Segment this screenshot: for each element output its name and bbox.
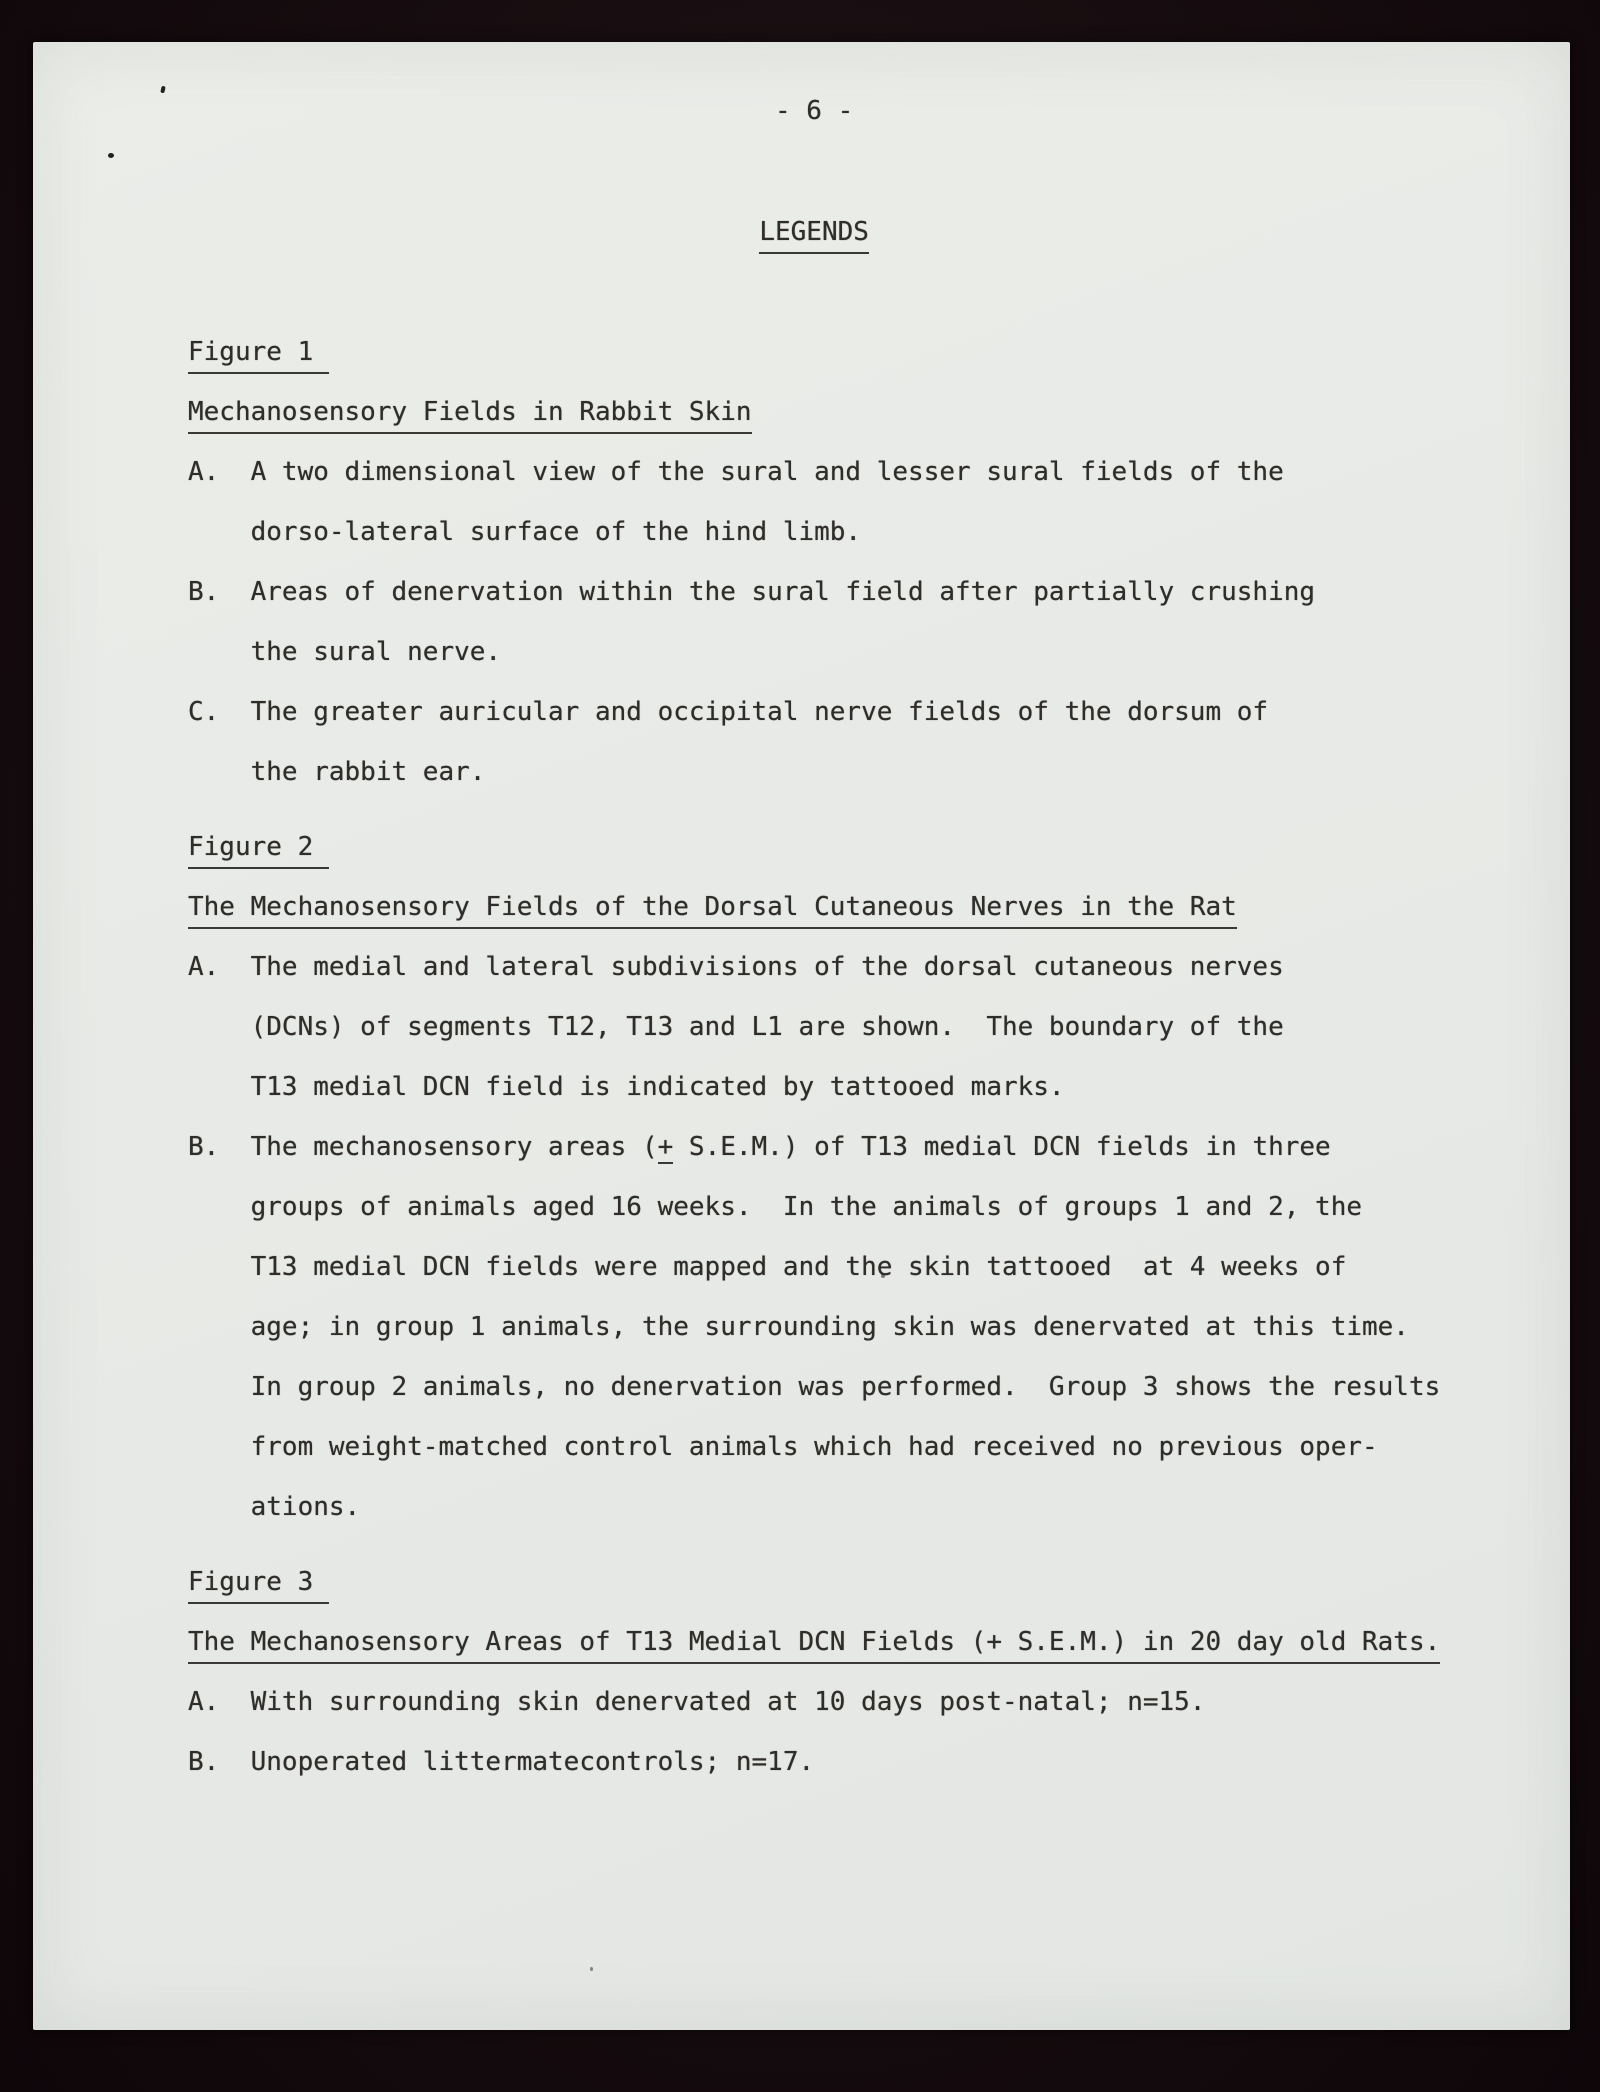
legend-item-line — [188, 937, 1448, 997]
scan-artifact-speck — [160, 86, 166, 94]
legend-item-line: dorso-lateral surface of the hind limb. — [250, 517, 862, 547]
figure-2-label: Figure 2 — [188, 817, 1448, 877]
legend-item-line — [188, 1672, 1448, 1732]
legend-item-line: T13 medial DCN fields were mapped and the skin tattooed at 4 weeks of — [250, 1252, 1347, 1282]
item-text: The medial and lateral subdivisions of the dorsal cutaneous nerves — [250, 952, 1284, 982]
figure-1-legend — [188, 322, 1448, 802]
figure-1-title: Mechanosensory Fields in Rabbit Skin — [188, 382, 1448, 442]
legend-item-line: from weight-matched control animals which had received no previous oper- — [250, 1432, 1378, 1462]
page-heading — [188, 202, 1440, 262]
item-text: The mechanosensory areas ( — [250, 1132, 658, 1162]
legend-item-line: (DCNs) of segments T12, T13 and L1 are shown. The boundary of the — [250, 1012, 1284, 1042]
legend-item-line: age; in group 1 animals, the surrounding skin was denervated at this time. — [250, 1312, 1409, 1342]
item-text: With surrounding skin denervated at 10 days post-natal; n=15. — [250, 1687, 1206, 1717]
item-letter: C. — [188, 697, 220, 727]
item-text: A two dimensional view of the sural and lesser sural fields of the — [250, 457, 1284, 487]
item-letter: B. — [188, 1747, 220, 1777]
figure-3-legend — [188, 1552, 1448, 1792]
item-text: S.E.M.) of T13 medial DCN fields in three — [673, 1132, 1331, 1162]
item-letter: B. — [188, 577, 220, 607]
legend-item-line — [188, 682, 1448, 742]
legend-item-line — [188, 1117, 1448, 1177]
legend-item-line — [188, 442, 1448, 502]
item-letter: A. — [188, 457, 220, 487]
scan-artifact-speck — [108, 153, 114, 158]
legend-item-line: the rabbit ear. — [250, 757, 486, 787]
legend-item-line: the sural nerve. — [250, 637, 502, 667]
item-text: Areas of denervation within the sural field after partially crushing — [250, 577, 1316, 607]
item-text: The greater auricular and occipital nerve fields of the dorsum of — [250, 697, 1269, 727]
page-number: - 6 - — [774, 96, 854, 126]
typewritten-text-column — [188, 42, 1448, 1792]
document-page — [33, 42, 1570, 2030]
figure-2-legend — [188, 817, 1448, 1537]
figure-1-label: Figure 1 — [188, 322, 1448, 382]
figure-3-title: The Mechanosensory Areas of T13 Medial DCN Fields (+ S.E.M.) in 20 day old Rats. — [188, 1612, 1448, 1672]
legend-item-line: T13 medial DCN field is indicated by tattooed marks. — [250, 1072, 1065, 1102]
item-text: Unoperated littermatecontrols; n=17. — [250, 1747, 815, 1777]
page-heading-text: LEGENDS — [759, 217, 869, 254]
item-letter: A. — [188, 1687, 220, 1717]
item-letter: B. — [188, 1132, 220, 1162]
figure-2-title: The Mechanosensory Fields of the Dorsal Cutaneous Nerves in the Rat — [188, 877, 1448, 937]
plus-minus-symbol: + — [657, 1132, 674, 1162]
legend-item-line: ations. — [250, 1492, 361, 1522]
legend-item-line — [188, 1732, 1448, 1792]
legend-item-line — [188, 562, 1448, 622]
scan-artifact-speck — [590, 1967, 593, 1971]
legend-item-line: In group 2 animals, no denervation was performed. Group 3 shows the results — [250, 1372, 1441, 1402]
figure-3-label: Figure 3 — [188, 1552, 1448, 1612]
legend-item-line: groups of animals aged 16 weeks. In the animals of groups 1 and 2, the — [250, 1192, 1362, 1222]
item-letter: A. — [188, 952, 220, 982]
